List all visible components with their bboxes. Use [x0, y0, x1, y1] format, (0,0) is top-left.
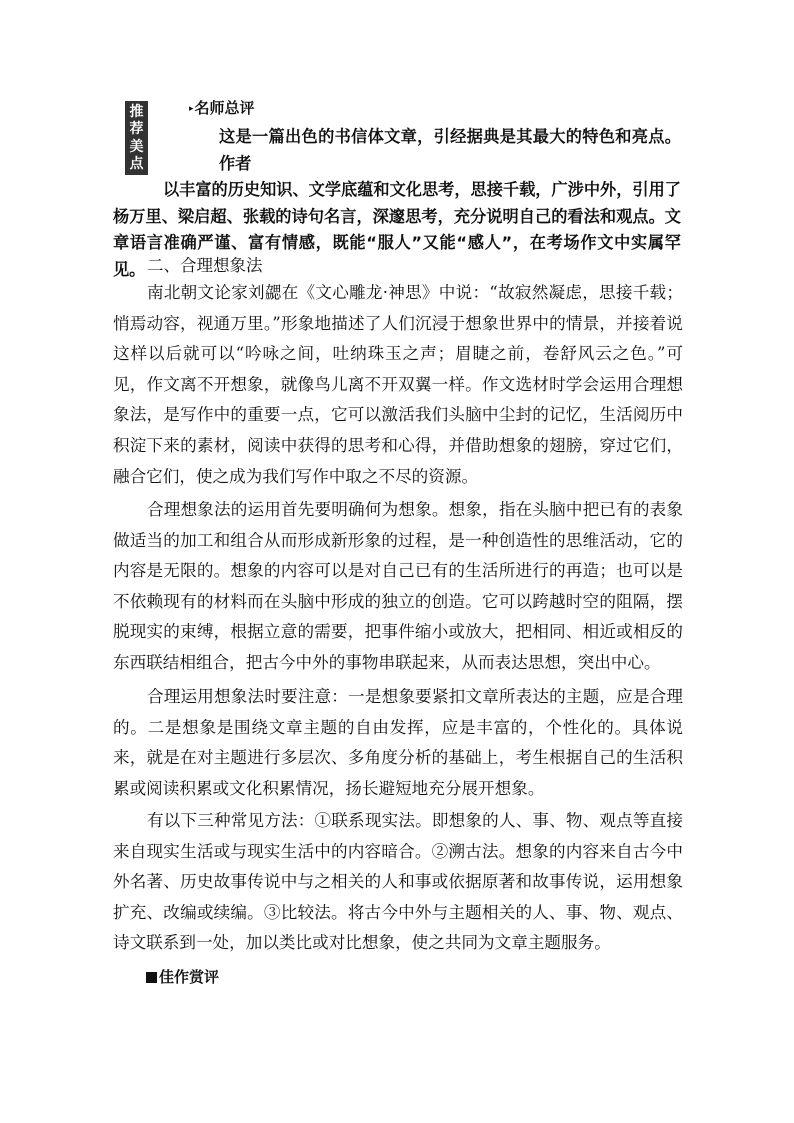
featured-essay-heading — [146, 965, 219, 989]
badge-char: 美 — [129, 138, 144, 155]
review-heading — [189, 97, 255, 120]
review-line: 杨万里、梁启超、张载的诗句名言，深邃思考，充分说明自己的看法和观点。文章语言准确严谨、富有情感，既能“服人”又能“感人”，在考场作文中实属罕见。 — [113, 206, 681, 279]
body-paragraph: 南北朝文论家刘勰在《文心雕龙·神思》中说：“故寂然凝虑，思接千载；悄焉动容，视通万里。”形象地描述了人们沉浸于想象世界中的情景，并接着说这样以后就可以“吟咏之间，吐纳珠玉之声；眉睫之前，卷舒风云之色。”可见，作文离不开想象，就像鸟儿离不开双翼一样。作文选材时学会运用合理想象法，是写作中的重要一点，它可以激活我们头脑中尘封的记忆，生活阅历中积淀下来的素材，阅读中获得的思考和心得，并借助想象的翅膀，穿过它们，融合它们，使之成为我们写作中取之不尽的资源。 — [113, 283, 683, 486]
triangle-marker-icon: ▸ — [189, 104, 194, 114]
review-heading-text: 名师总评 — [194, 99, 255, 117]
badge-char: 荐 — [129, 121, 144, 138]
section-title: 二、合理想象法 — [147, 256, 263, 275]
body-paragraph: 有以下三种常见方法：①联系现实法。即想象的人、事、物、观点等直接来自现实生活或与现实生活中的内容暗合。②溯古法。想象的内容来自古今中外名著、历史故事传说中与之相关的人和事或依据原著和故事传说，运用想象扩充、改编或续编。③比较法。将古今中外与主题相关的人、事、物、观点、诗文联系到一处，加以类比或对比想象，使之共同为文章主题服务。 — [113, 811, 683, 953]
body-paragraph: 合理想象法的运用首先要明确何为想象。想象，指在头脑中把已有的表象做适当的加工和组合从而形成新形象的过程，是一种创造性的思维活动，它的内容是无限的。想象的内容可以是对自己已有的生活所进行的再造；也可以是不依赖现有的材料而在头脑中形成的独立的创造。它可以跨越时空的阻隔，摆脱现实的束缚，根据立意的需要，把事件缩小或放大，把相同、相近或相反的东西联结相组合，把古今中外的事物串联起来，从而表达思想，突出中心。 — [113, 500, 683, 672]
review-line: 以丰富的历史知识、文学底蕴和文化思考，思接千载，广涉中外，引用了 — [163, 180, 681, 200]
square-bullet-icon — [146, 972, 157, 983]
badge-char: 推 — [129, 103, 144, 120]
badge-char: 点 — [129, 156, 144, 173]
body-paragraph: 合理运用想象法时要注意：一是想象要紧扣文章所表达的主题，应是合理的。二是想象是围绕文章主题的自由发挥，应是丰富的，个性化的。具体说来，就是在对主题进行多层次、多角度分析的基础上，考生根据自己的生活积累或阅读积累或文化积累情况，扬长避短地充分展开想象。 — [113, 687, 683, 798]
featured-essay-heading-text: 佳作赏评 — [159, 968, 220, 986]
review-line: 这是一篇出色的书信体文章，引经据典是其最大的特色和亮点。作者 — [219, 127, 681, 173]
